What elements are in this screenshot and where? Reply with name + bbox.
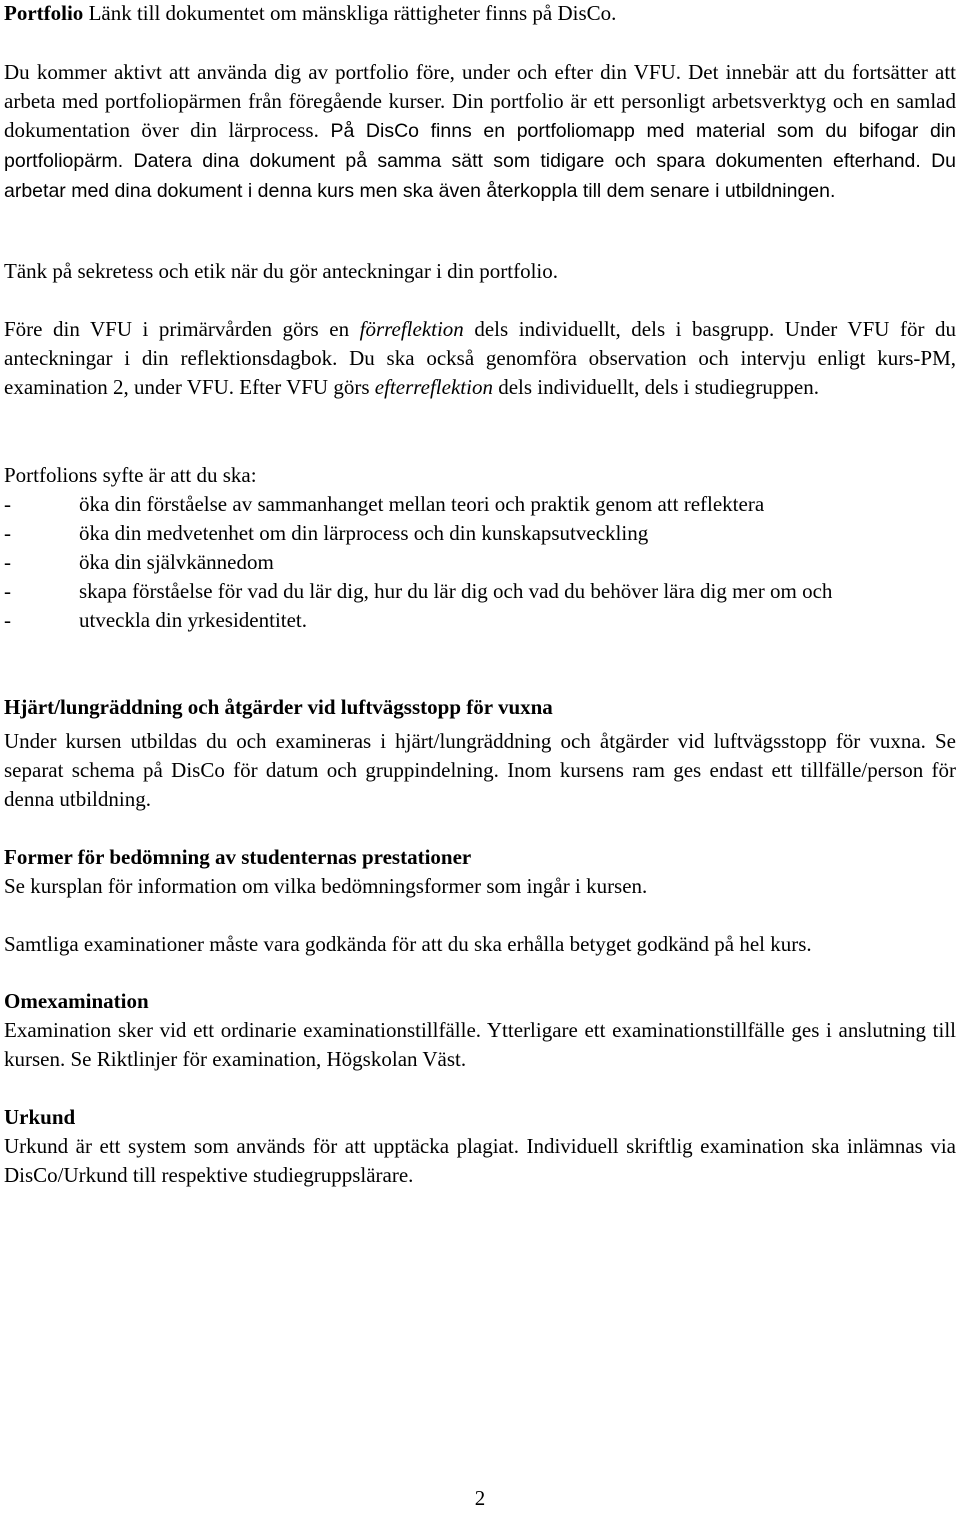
vfu-efterreflektion: efterreflektion (374, 375, 493, 399)
portfolio-heading-line (4, 0, 956, 28)
vfu-forreflektion: förreflektion (359, 317, 464, 341)
portfolio-link-note: Länk till dokumentet om mänskliga rättigheter finns på DisCo. (83, 1, 617, 25)
portfolio-intro (4, 58, 956, 206)
list-item (4, 606, 956, 635)
list-item (4, 577, 956, 606)
list-item (4, 519, 956, 548)
assessment-body: Se kursplan för information om vilka bedömningsformer som ingår i kursen. (4, 874, 648, 898)
dash-marker: - (4, 608, 11, 632)
reexam-body: Examination sker vid ett ordinarie examinationstillfälle. Ytterligare ett examinationstillfälle ges i anslutning till kursen. Se Riktlinjer för examination, Högskolan Väst. (4, 1018, 956, 1071)
reexam-heading: Omexamination (4, 989, 149, 1013)
hlr-body: Under kursen utbildas du och examineras i hjärt/lungräddning och åtgärder vid luftvägsstopp för vuxna. Se separat schema på DisCo för datum och gruppindelning. Inom kursens ram ges endast ett tillfälle/person för denna utbildning. (4, 729, 956, 811)
vfu-text-3: dels individuellt, dels i studiegruppen. (492, 375, 819, 399)
portfolio-intro-a: Du kommer aktivt att använda dig av portfolio före, under och efter din VFU. Det innebär att du fortsätter att arbeta med portfoliopärmen från föregående kurser. Din portfolio är ett personligt arbetsverktyg och en samlad dokumentation över din lärprocess. (4, 60, 956, 142)
hlr-heading: Hjärt/lungräddning och åtgärder vid luftvägsstopp för vuxna (4, 695, 553, 719)
dash-marker: - (4, 492, 11, 516)
portfolio-vfu (4, 315, 956, 402)
assessment-heading: Former för bedömning av studenternas prestationer (4, 845, 472, 869)
list-item-text: öka din självkännedom (79, 550, 274, 574)
purpose-list (4, 490, 956, 635)
list-item-text: öka din medvetenhet om din lärprocess och din kunskapsutveckling (79, 521, 649, 545)
portfolio-ethics: Tänk på sekretess och etik när du gör anteckningar i din portfolio. (4, 259, 558, 283)
list-item-text: utveckla din yrkesidentitet. (79, 608, 308, 632)
reexam-section (4, 987, 956, 1074)
portfolio-title: Portfolio (4, 1, 84, 25)
page-number: 2 (474, 1486, 486, 1510)
list-item-text: öka din förståelse av sammanhanget mellan teori och praktik genom att reflektera (79, 492, 765, 516)
vfu-text-1: Före din VFU i primärvården görs en (4, 317, 360, 341)
dash-marker: - (4, 521, 11, 545)
dash-marker: - (4, 579, 11, 603)
hlr-section (4, 693, 956, 814)
urkund-section (4, 1103, 956, 1190)
assessment-requirement: Samtliga examinationer måste vara godkända för att du ska erhålla betyget godkänd på hel kurs. (4, 932, 812, 956)
portfolio-purpose (4, 461, 956, 635)
urkund-body: Urkund är ett system som används för att upptäcka plagiat. Individuell skriftlig examination ska inlämnas via DisCo/Urkund till respektive studiegruppslärare. (4, 1134, 956, 1187)
assessment-section (4, 843, 956, 901)
list-item (4, 548, 956, 577)
list-item (4, 490, 956, 519)
urkund-heading: Urkund (4, 1105, 76, 1129)
vfu-text-2: dels individuellt, dels i basgrupp. Under VFU för du anteckningar i din reflektionsdagbok. Du ska också genomföra observation och intervju enligt kurs-PM, examination 2, under VFU. Efter VFU görs (4, 317, 956, 399)
portfolio-intro-b: På DisCo finns en portfoliomapp med material som du bifogar din portfoliopärm. Datera dina dokument på samma sätt som tidigare och spara dokumenten efterhand. Du arbetar med dina dokument i denna kurs men ska även återkoppla till dem senare i utbildningen. (4, 120, 956, 202)
purpose-intro: Portfolions syfte är att du ska: (4, 463, 257, 487)
list-item-text: skapa förståelse för vad du lär dig, hur du lär dig och vad du behöver lära dig mer om och (79, 579, 833, 603)
dash-marker: - (4, 550, 11, 574)
